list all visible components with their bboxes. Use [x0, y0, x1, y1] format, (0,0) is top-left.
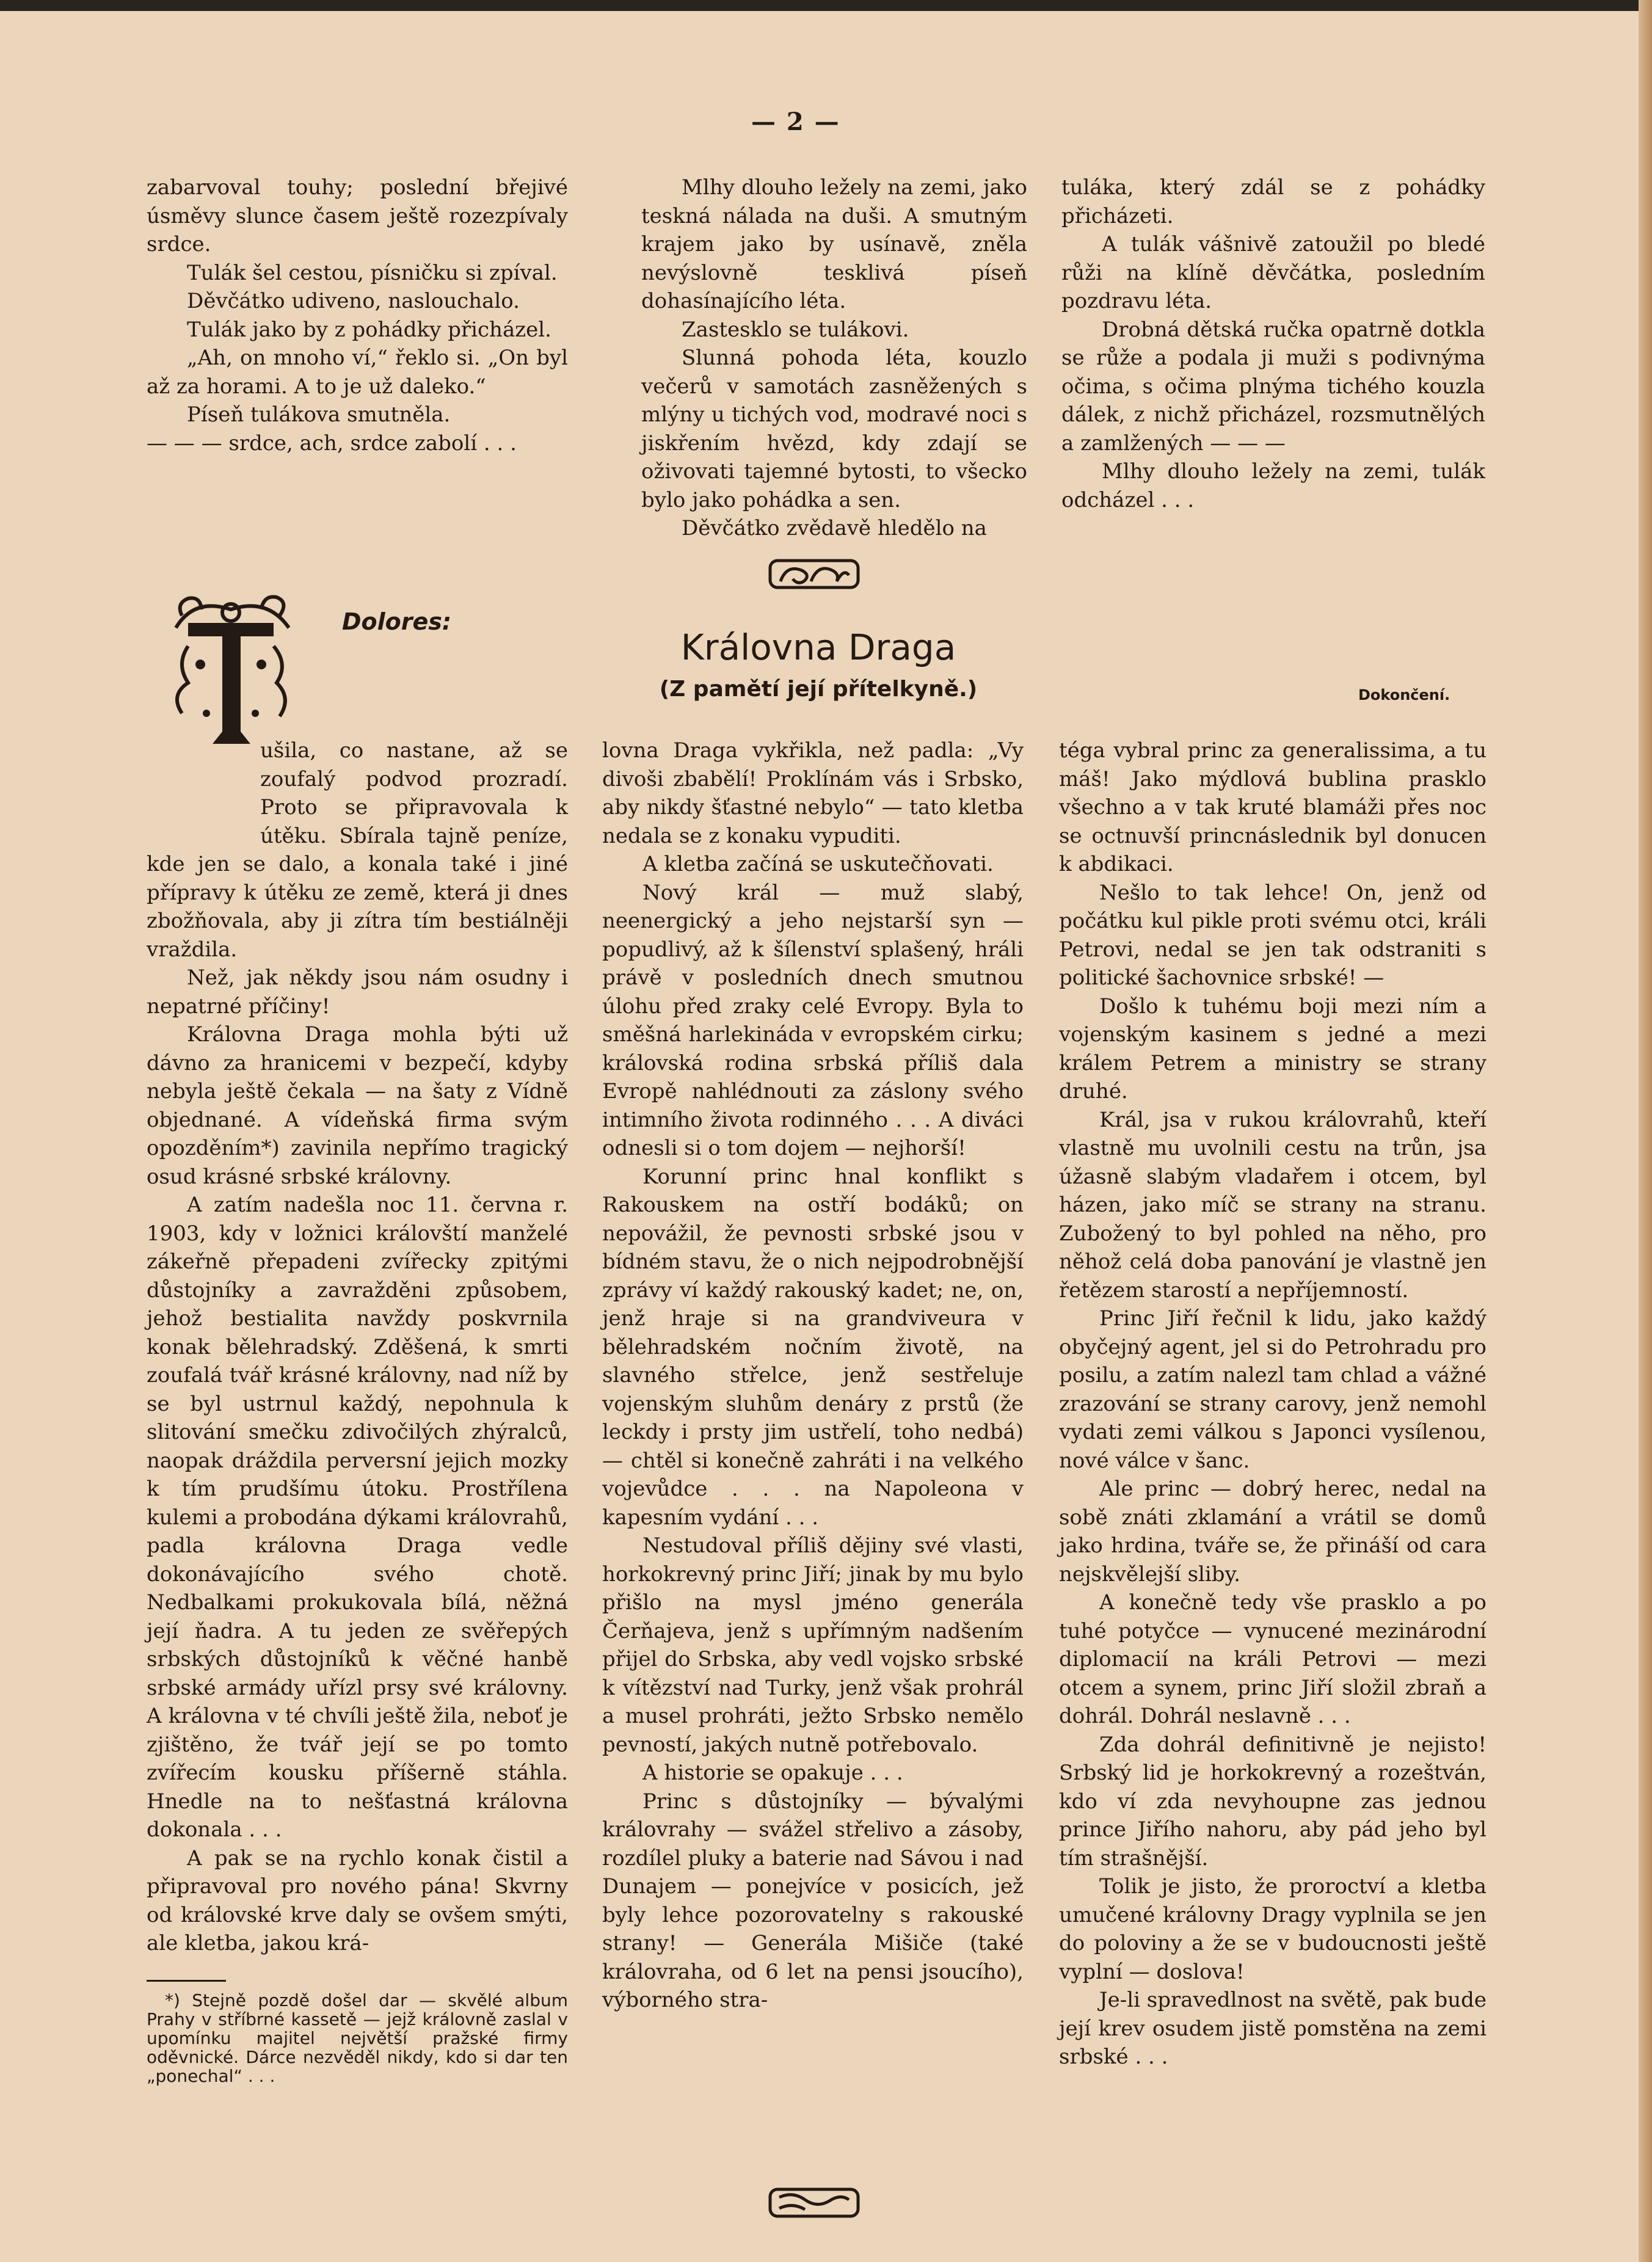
- article-column-2: [602, 736, 1024, 2015]
- paragraph: Tolik je jisto, že proroctví a kletba umučené královny Dragy vyplnila se jen do poloviny a že se v budoucnosti ještě vyplní — doslova!: [1059, 1874, 1486, 1984]
- article-subtitle: (Z pamětí její přítelkyně.): [659, 677, 978, 702]
- top-column-3: [1061, 173, 1485, 514]
- continued-label: Dokončení.: [1358, 686, 1450, 704]
- initial-float-space: [147, 736, 260, 845]
- paragraph: Došlo k tuhému boji mezi ním a vojenským kasinem s jedné a mezi králem Petrem a ministry se strany druhé.: [1059, 994, 1486, 1104]
- first-paragraph-text: ušila, co nastane, až se zoufalý podvod prozradí. Proto se připravovala k útěku. Sbírala tajně peníze, kde jen se dalo, a konala také i jiné přípravy k útěku ze země, která ji dnes zbožňovala, aby ji zítra tím bestiálněji vraždila.: [147, 738, 568, 962]
- paragraph: A tulák vášnivě zatoužil po bledé růži na klíně děvčátka, posledním pozdravu léta.: [1061, 232, 1485, 313]
- page-number: — 2 —: [751, 107, 840, 136]
- scan-top-edge: [0, 0, 1652, 11]
- paragraph: tuláka, který zdál se z pohádky přicházeti.: [1061, 175, 1485, 228]
- paragraph: „Ah, on mnoho ví,“ řeklo si. „On byl až za horami. A to je už daleko.“: [147, 346, 568, 399]
- paragraph: Korunní princ hnal konflikt s Rakouskem na ostří bodáků; on nepovážil, že pevnosti srbské jsou v bídném stavu, že o nich nejpodrobnější zprávy ví každý rakouský kadet; ne, on, jenž hraje si na grandviveura v bělehradském nočním životě, na slavného střelce, jenž sestřeluje vojenským sluhům denáry z prstů (že leckdy i prsty jim ustřelí, toho nedbá) — chtěl si konečně zahráti i na velkého vojevůdce . . . na Napoleona v kapesním vydání . . .: [602, 1164, 1024, 1530]
- footnote: [147, 1991, 568, 2086]
- footnote-rule: [147, 1980, 226, 1982]
- paragraph: Ale princ — dobrý herec, nedal na sobě znáti zklamání a vrátil se domů jako hrdina, tváře se, že přináší od cara nejskvělejší sliby.: [1059, 1477, 1486, 1587]
- author-name: Dolores:: [342, 608, 452, 635]
- page-right-edge: [1639, 0, 1652, 2262]
- paragraph: — — — srdce, ach, srdce zabolí . . .: [147, 431, 517, 456]
- paragraph: Mlhy dlouho ležely na zemi, jako teskná nálada na duši. A smutným krajem jako by usínavě, zněla nevýslovně tesklivá píseň dohasínajícího léta.: [641, 175, 1027, 313]
- paragraph: zabarvoval touhy; poslední břejivé úsměvy slunce časem ještě rozezpívaly srdce.: [147, 175, 568, 256]
- article-title: Královna Draga: [680, 627, 956, 668]
- paragraph: Nestudoval příliš dějiny své vlasti, horkokrevný princ Jiří; jinak by mu bylo přišlo na mysl jméno generála Čerňajeva, jenž s upřímným nadšením přijel do Srbska, aby vedl vojsko srbské k vítězství nad Turky, jenž však prohrál a musel prohráti, ježto Srbsko nemělo pevností, jakých nutně potřebovalo.: [602, 1533, 1024, 1757]
- section-divider-ornament: [768, 557, 860, 594]
- paragraph: Nový král — muž slabý, neenergický a jeho nejstarší syn — popudlivý, až k šílenství splašený, hráli právě v posledních dnech smutnou úlohu před zraky celé Evropy. Byla to směšná harlekináda v evropském cirku; královská rodina srbská příliš dala Evropě nahlédnouti za záslony svého intimního života rodinného . . . A diváci odnesli si o tom dojem — nejhorší!: [602, 880, 1024, 1160]
- paragraph: A zatím nadešla noc 11. června r. 1903, kdy v ložnici královští manželé zákeřně přepadeni zvířecky zpitými důstojníky a zavražděni způsobem, jehož bestialita navždy poskvrnila konak bělehradský. Zděšená, k smrti zoufalá tvář krásné královny, nad níž by se byl ustrnul každý, nepohnula k slitování smečku zdivočilých zhýralců, naopak dráždila perversní jejich mozky k tím prudšímu útoku. Prostřílena kulemi a probodána dýkami královrahů, padla královna Draga vedle dokonávajícího svého chotě. Nedbalkami prokukovala bílá, něžná její ňadra. A tu jeden ze svěřepých srbských důstojníků k věčné hanbě srbské armády uřízl prsy své královny. A královna v té chvíli ještě žila, neboť je zjištěno, že tvář její se po tomto zvířecím kousku příšerně stáhla. Hnedle na to nešťastná královna dokonala . . .: [147, 1193, 568, 1842]
- end-ornament: [768, 2186, 860, 2220]
- paragraph: Princ s důstojníky — bývalými královrahy — svážel střelivo a zásoby, rozdílel pluky a baterie nad Sávou i nad Dunajem — ponejvíce v posicích, jež byly lehce pozorovatelny s rakouské strany! — Generála Mišiče (také královraha, od 6 let na pensi jsoucího), výborného stra-: [602, 1789, 1024, 2012]
- paragraph: Drobná dětská ručka opatrně dotkla se růže a podala ji muži s podivnýma očima, s očima plnýma tichého kouzla dálek, z nichž přicházel, rozsmutnělých a zamlžených — — —: [1061, 317, 1485, 456]
- paragraph: téga vybral princ za generalissima, a tu máš! Jako mýdlová bublina prasklo všechno a v tak kruté blamáži přes noc se octnuvší princnáslednik byl donucen k abdikaci.: [1059, 738, 1486, 876]
- paragraph: Tulák jako by z pohádky přicházel.: [187, 317, 551, 342]
- paragraph: A kletba začíná se uskutečňovati.: [642, 852, 994, 876]
- paragraph: A pak se na rychlo konak čistil a připravoval pro nového pána! Skvrny od královské krve daly se ovšem smýti, ale kletba, jakou krá-: [147, 1846, 568, 1955]
- paragraph: Slunná pohoda léta, kouzlo večerů v samotách zasněžených s mlýny u tichých vod, modravé noci s jiskřením hvězd, kdy zdají se oživovati tajemné bytosti, to všecko bylo jako pohádka a sen.: [641, 346, 1027, 512]
- paragraph: Píseň tulákova smutněla.: [187, 402, 451, 427]
- paragraph: Zda dohrál definitivně je nejisto! Srbský lid je horkokrevný a rozeštván, kdo ví zda nevyhoupne zas jednou prince Jiřího nahoru, aby pád jeho byl tím strašnější.: [1059, 1732, 1486, 1871]
- paragraph-first: [147, 736, 568, 964]
- decorative-initial-t: [164, 591, 298, 756]
- paragraph: Nešlo to tak lehce! On, jenž od počátku kul pikle proti svému otci, králi Petrovi, nedal se jen tak odstraniti s politické šachovnice srbské! —: [1059, 880, 1486, 990]
- article-column-3: [1059, 736, 1486, 2071]
- paragraph: Než, jak někdy jsou nám osudny i nepatrné příčiny!: [147, 966, 568, 1019]
- paragraph: Královna Draga mohla býti už dávno za hranicemi v bezpečí, kdyby nebyla ještě čekala — na šaty z Vídně objednané. A vídeňská firma svým opozděním*) zavinila nepřímo tragický osud krásné srbské královny.: [147, 1022, 568, 1189]
- paragraph: Děvčátko zvědavě hledělo na: [682, 516, 987, 540]
- paragraph: A historie se opakuje . . .: [642, 1761, 903, 1785]
- paragraph: Princ Jiří řečnil k lidu, jako každý obyčejný agent, jel si do Petrohradu pro posilu, a zatím nalezl tam chlad a vážné zrazování se strany carovy, jenž nemohl vydati zemi válkou s Japonci vysílenou, nové válce v šanc.: [1059, 1306, 1486, 1473]
- paragraph: lovna Draga vykřikla, než padla: „Vy divoši zbabělí! Proklínám vás i Srbsko, aby nikdy šťastné nebylo“ — tato kletba nedala se z konaku vypuditi.: [602, 738, 1024, 848]
- paragraph: Tulák šel cestou, písničku si zpíval.: [187, 260, 558, 285]
- article-column-1: [147, 736, 568, 1958]
- top-column-2: [641, 173, 1027, 543]
- paragraph: A konečně tedy vše prasklo a po tuhé potyčce — vynucené mezinárodní diplomacií na králi Petrovi — mezi otcem a synem, princ Jiří složil zbraň a dohrál. Dohrál neslavně . . .: [1059, 1590, 1486, 1728]
- paragraph: Zastesklo se tulákovi.: [682, 317, 909, 342]
- paragraph: Mlhy dlouho ležely na zemi, tulák odcházel . . .: [1061, 459, 1485, 512]
- top-column-1: [147, 173, 568, 457]
- paragraph: Děvčátko udiveno, naslouchalo.: [187, 289, 520, 313]
- paragraph: Je-li spravedlnost na světě, pak bude její krev osudem jistě pomstěna na zemi srbské . . .: [1059, 1988, 1486, 2069]
- footnote-text: *) Stejně pozdě došel dar — skvělé album Prahy v stříbrné kassetě — jejž královně zaslal v upomínku majitel největší pražské firmy oděvnické. Dárce nezvěděl nikdy, kdo si dar ten „ponechal“ . . .: [147, 1990, 568, 2086]
- paragraph: Král, jsa v rukou královrahů, kteří vlastně mu uvolnili cestu na trůn, jsa úžasně slabým vladařem i otcem, byl házen, jako míč se strany na stranu. Zubožený to byl pohled na něho, pro něhož celá doba panování je vlastně jen řetězem starostí a nepříjemností.: [1059, 1107, 1486, 1303]
